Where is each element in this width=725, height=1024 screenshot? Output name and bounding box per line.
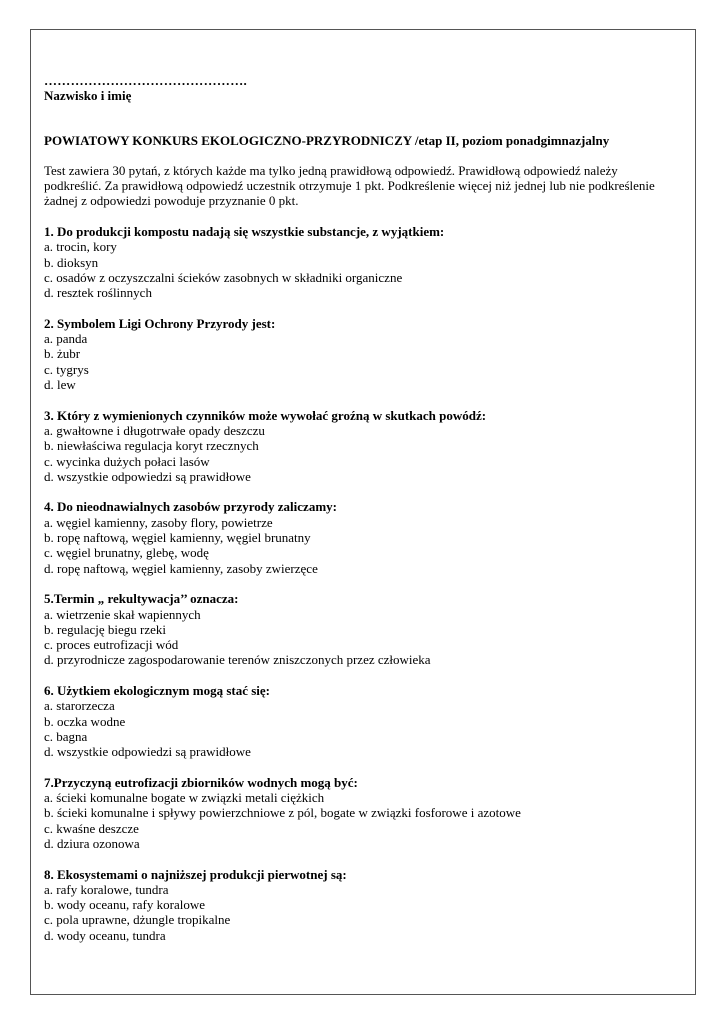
answer-option: c. bagna <box>44 728 88 744</box>
instructions-line: żadnej z odpowiedzi powoduje przyznanie 0 pkt. <box>44 193 299 209</box>
question-title: 4. Do nieodnawialnych zasobów przyrody zaliczamy: <box>44 499 337 515</box>
question-5 <box>44 591 684 667</box>
name-dots-line: ………………………………………. <box>44 73 248 88</box>
question-6 <box>44 683 684 759</box>
answer-option: b. dioksyn <box>44 254 99 270</box>
answer-option: d. lew <box>44 377 76 393</box>
answer-option: b. niewłaściwa regulacja koryt rzecznych <box>44 438 259 454</box>
question-8 <box>44 867 684 943</box>
answer-option: c. proces eutrofizacji wód <box>44 637 179 653</box>
question-2 <box>44 316 684 392</box>
question-title: 3. Który z wymienionych czynników może wywołać groźną w skutkach powódź: <box>44 407 487 423</box>
question-title: 1. Do produkcji kompostu nadają się wszystkie substancje, z wyjątkiem: <box>44 224 445 240</box>
question-title: 5.Termin „ rekultywacja’’ oznacza: <box>44 591 239 607</box>
question-7 <box>44 775 684 851</box>
answer-option: b. oczka wodne <box>44 713 126 729</box>
instructions-line: Test zawiera 30 pytań, z których każde ma tylko jedną prawidłową odpowiedź. Prawidłową odpowiedź należy <box>44 162 618 178</box>
answer-option: a. gwałtowne i długotrwałe opady deszczu <box>44 422 265 438</box>
answer-option: d. wody oceanu, tundra <box>44 927 166 943</box>
answer-option: c. kwaśne deszcze <box>44 820 139 836</box>
question-title: 7.Przyczyną eutrofizacji zbiorników wodnych mogą być: <box>44 774 358 790</box>
question-title: 8. Ekosystemami o najniższej produkcji pierwotnej są: <box>44 866 347 882</box>
answer-option: c. tygrys <box>44 361 89 377</box>
answer-option: c. wycinka dużych połaci lasów <box>44 453 210 469</box>
answer-option: b. wody oceanu, rafy koralowe <box>44 897 205 913</box>
answer-option: c. osadów z oczyszczalni ścieków zasobnych w składniki organiczne <box>44 269 403 285</box>
answer-option: a. ścieki komunalne bogate w związki metali ciężkich <box>44 790 325 806</box>
document-content <box>44 73 684 943</box>
question-title: 2. Symbolem Ligi Ochrony Przyrody jest: <box>44 315 276 331</box>
answer-option: c. węgiel brunatny, glebę, wodę <box>44 545 209 561</box>
answer-option: a. trocin, kory <box>44 239 117 255</box>
answer-option: a. węgiel kamienny, zasoby flory, powietrze <box>44 514 273 530</box>
answer-option: d. wszystkie odpowiedzi są prawidłowe <box>44 468 251 484</box>
answer-option: a. panda <box>44 331 88 347</box>
question-3 <box>44 408 684 484</box>
answer-option: a. starorzecza <box>44 698 115 714</box>
answer-option: d. ropę naftową, węgiel kamienny, zasoby zwierzęce <box>44 560 318 576</box>
answer-option: a. wietrzenie skał wapiennych <box>44 606 201 622</box>
answer-option: b. ścieki komunalne i spływy powierzchniowe z pól, bogate w związki fosforowe i azotowe <box>44 805 521 821</box>
question-title: 6. Użytkiem ekologicznym mogą stać się: <box>44 682 271 698</box>
answer-option: a. rafy koralowe, tundra <box>44 881 169 897</box>
question-4 <box>44 499 684 575</box>
instructions-line: podkreślić. Za prawidłową odpowiedź uczestnik otrzymuje 1 pkt. Podkreślenie więcej niż jednej lub nie podkreślenie <box>44 178 655 194</box>
instructions <box>44 163 684 209</box>
answer-option: d. przyrodnicze zagospodarowanie terenów zniszczonych przez człowieka <box>44 652 431 668</box>
answer-option: d. resztek roślinnych <box>44 285 152 301</box>
answer-option: b. regulację biegu rzeki <box>44 621 166 637</box>
answer-option: b. ropę naftową, węgiel kamienny, węgiel brunatny <box>44 530 311 546</box>
question-1 <box>44 224 684 300</box>
contest-title: POWIATOWY KONKURS EKOLOGICZNO-PRZYRODNICZY /etap II, poziom ponadgimnazjalny <box>44 132 610 148</box>
answer-option: c. pola uprawne, dżungle tropikalne <box>44 912 231 928</box>
name-label: Nazwisko i imię <box>44 88 132 104</box>
answer-option: b. żubr <box>44 346 81 362</box>
answer-option: d. wszystkie odpowiedzi są prawidłowe <box>44 744 251 760</box>
answer-option: d. dziura ozonowa <box>44 835 140 851</box>
